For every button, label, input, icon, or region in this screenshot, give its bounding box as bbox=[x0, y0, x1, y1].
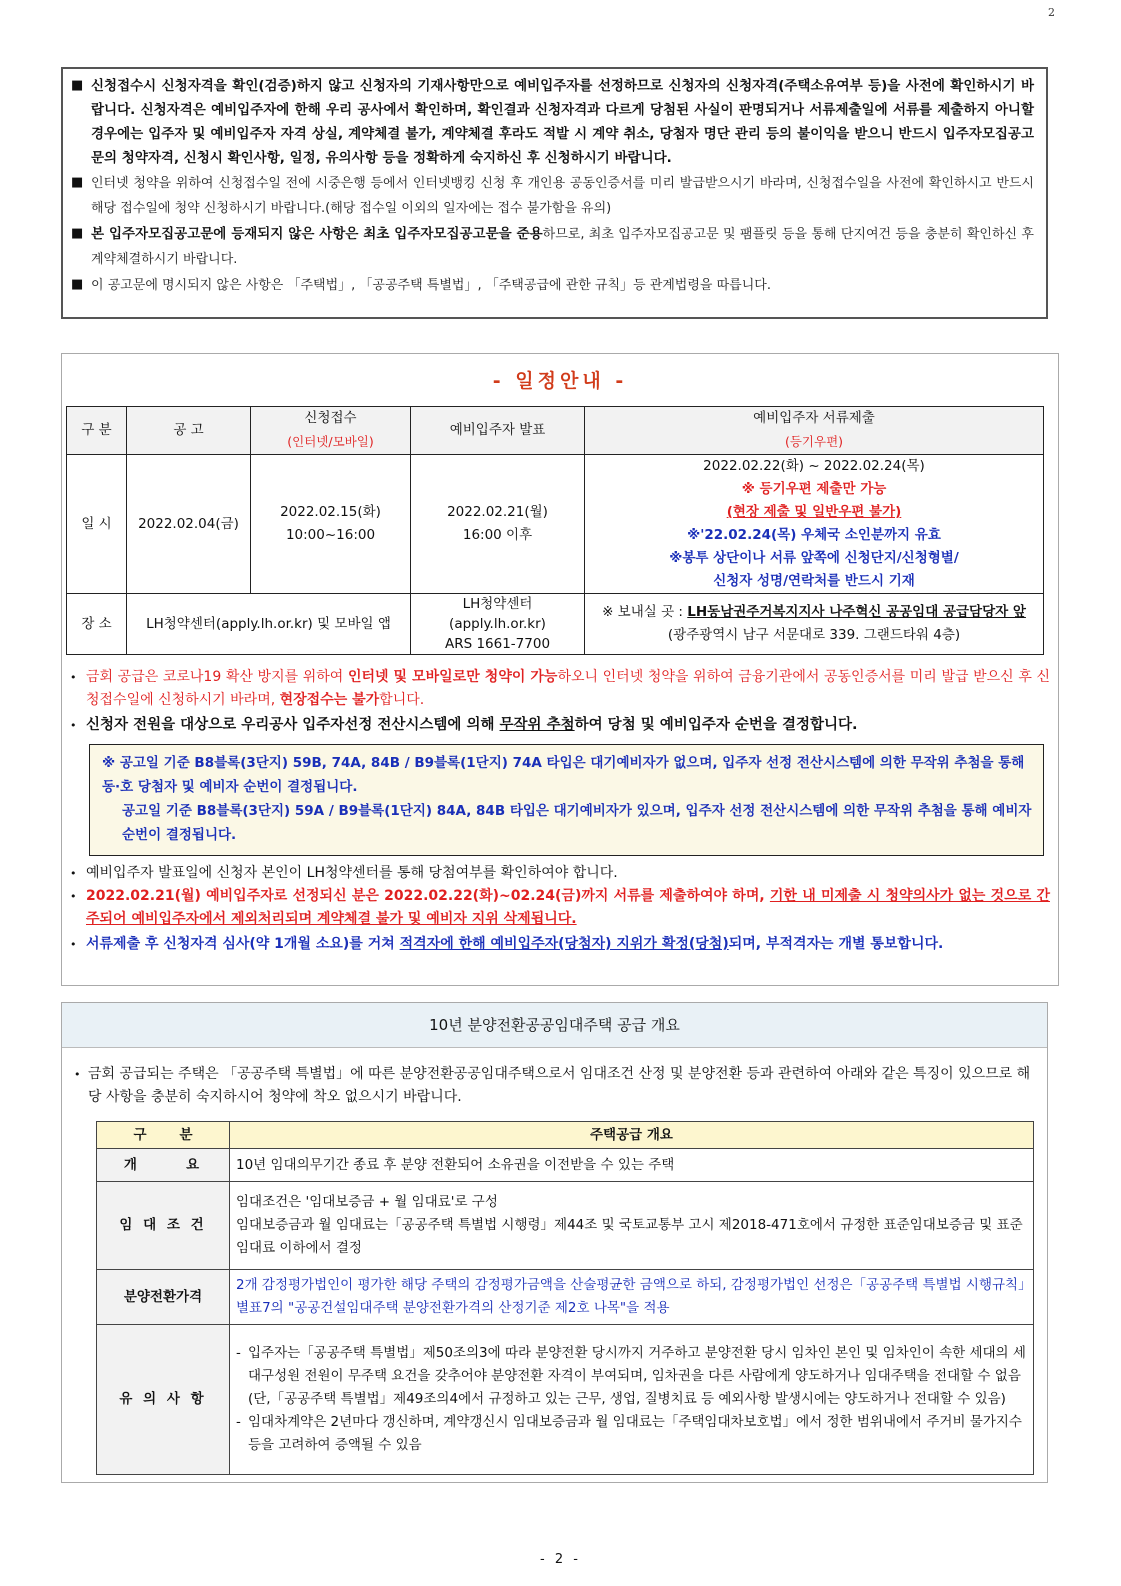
overview-row-line: 임대차계약은 2년마다 갱신하며, 계약갱신시 임대보증금과 월 임대료는「주택임대차보호법」에서 정한 범위내에서 주거비 물가지수 등을 고려하여 증액될 수 있음 bbox=[248, 1414, 1022, 1453]
text-run: 기한 내 미제출 시 청약의사가 없는 것으로 간주되어 예비입주자에서 제외처리되며 계약체결 불가 및 예비자 지위 삭제됩니다. bbox=[86, 888, 1050, 927]
square-bullet-icon: ■ bbox=[71, 78, 84, 93]
announce-place bbox=[411, 594, 585, 655]
dot-bullet-icon: • bbox=[70, 890, 77, 903]
docs-line: ※ 등기우편 제출만 가능 bbox=[741, 481, 887, 497]
schedule-table bbox=[66, 406, 1044, 655]
dot-bullet-icon: • bbox=[70, 719, 77, 732]
overview-row bbox=[97, 1270, 1034, 1325]
dot-bullet-icon: • bbox=[70, 867, 77, 880]
overview-row-text bbox=[230, 1182, 1034, 1270]
header-announce: 예비입주자 발표 bbox=[411, 407, 585, 455]
header-apply-label: 신청접수 bbox=[304, 410, 357, 426]
dot-bullet-icon: • bbox=[70, 671, 77, 684]
notice-text bbox=[91, 74, 1034, 170]
schedule-place-row bbox=[67, 594, 1044, 655]
announce-datetime bbox=[411, 455, 585, 594]
page-number-bottom: - 2 - bbox=[540, 1552, 581, 1567]
text-run: 하므로, 최초 입주자모집공고문 및 팸플릿 등을 통해 단지여건 등을 충분히 확인하신 후 계약체결하시기 바랍니다. bbox=[91, 227, 1034, 267]
note-text: 예비입주자 발표일에 신청자 본인이 LH청약센터를 통해 당첨여부를 확인하여야 합니다. bbox=[86, 865, 618, 881]
overview-row-line: 임대보증금과 월 임대료는「공공주택 특별법 시행령」제44조 및 국토교통부 고시 제2018-471호에서 규정한 표준임대보증금 및 표준임대료 이하에서 결정 bbox=[236, 1217, 1023, 1256]
docs-datetime bbox=[585, 455, 1044, 594]
overview-row-label: 유 의 사 항 bbox=[97, 1325, 230, 1475]
text-run: 합니다. bbox=[379, 692, 425, 708]
header-docs-sub: (등기우편) bbox=[784, 434, 844, 449]
text-run: 되며, 부적격자는 개별 통보합니다. bbox=[728, 936, 944, 952]
overview-row bbox=[97, 1325, 1034, 1475]
text-run: 인터넷 및 모바일로만 청약이 가능 bbox=[347, 669, 558, 685]
note-text bbox=[86, 885, 1050, 931]
row-label-date: 일 시 bbox=[67, 455, 127, 594]
note-item bbox=[70, 666, 1050, 712]
overview-section bbox=[61, 1002, 1048, 1483]
schedule-notes-top bbox=[70, 666, 1050, 737]
text-run: 신청자 전원을 대상으로 우리공사 입주자선정 전산시스템에 의해 bbox=[86, 717, 500, 733]
note-item bbox=[70, 933, 1050, 956]
docs-place-prefix: ※ 보내실 곳 : bbox=[602, 604, 688, 620]
docs-line: ※'22.02.24(목) 우체국 소인분까지 유효 bbox=[687, 527, 941, 543]
apply-datetime bbox=[251, 455, 411, 594]
header-docs bbox=[585, 407, 1044, 455]
note-item bbox=[70, 714, 1050, 737]
overview-row-text: 2개 감정평가법인이 평가한 해당 주택의 감정평가금액을 산술평균한 금액으로 하되, 감정평가법인 선정은「공공주택 특별법 시행규칙」별표7의 "공공건설임대주택 분양전환가격의 산정기준 제2호 나목"을 적용 bbox=[230, 1270, 1034, 1325]
docs-place-addr2: (광주광역시 남구 서문대로 339. 그랜드타워 4층) bbox=[667, 627, 961, 643]
text-run: 무작위 추첨 bbox=[499, 717, 575, 733]
notice-item bbox=[71, 74, 1034, 170]
overview-row bbox=[97, 1149, 1034, 1182]
announce-place-line: LH청약센터 bbox=[462, 596, 533, 612]
gonggo-date: 2022.02.04(금) bbox=[127, 455, 251, 594]
text-run: 적격자에 한해 예비입주자(당첨자) 지위가 확정(당첨) bbox=[399, 936, 729, 952]
overview-header-row bbox=[97, 1122, 1034, 1149]
notice-box bbox=[61, 67, 1048, 319]
docs-line: (현장 제출 및 일반우편 불가) bbox=[726, 504, 902, 520]
dot-bullet-icon: • bbox=[74, 1068, 81, 1081]
schedule-header-row bbox=[67, 407, 1044, 455]
lottery-info-line1: ※ 공고일 기준 B8블록(3단지) 59B, 74A, 84B / B9블록(1단지) 74A 타입은 대기예비자가 없으며, 입주자 선정 전산시스템에 의한 무작위 추첨을 통해 동·호 당첨자 및 예비자 순번이 결정됩니다. bbox=[102, 755, 1025, 795]
notice-text bbox=[91, 222, 1034, 272]
notice-text bbox=[91, 171, 1034, 221]
text-run: 하여 당첨 및 예비입주자 순번을 결정합니다. bbox=[574, 717, 858, 733]
text-run: 인터넷 청약을 위하여 신청접수일 전에 시중은행 등에서 인터넷뱅킹 신청 후 개인용 공동인증서를 미리 발급받으시기 바라며, 신청접수일을 사전에 확인하시고 반드시 해당 접수일에 청약 신청하시기 바랍니다.(해당 접수일 이외의 일자에는 접수 불가함을 유의) bbox=[91, 176, 1034, 216]
lottery-info-line2: 공고일 기준 B8블록(3단지) 59A / B9블록(1단지) 84A, 84B 타입은 대기예비자가 있으며, 입주자 선정 전산시스템에 의한 무작위 추첨을 통해 예비자 순번이 결정됩니다. bbox=[122, 803, 1032, 843]
header-gonggo: 공 고 bbox=[127, 407, 251, 455]
announce-place-line: ARS 1661-7700 bbox=[444, 636, 551, 652]
apply-date: 2022.02.15(화) bbox=[280, 504, 381, 520]
text-run: 서류제출 후 신청자격 심사(약 1개월 소요)를 거쳐 bbox=[86, 936, 400, 952]
docs-place-addr: LH동남권주거복지지사 나주혁신 공공임대 공급담당자 앞 bbox=[687, 604, 1026, 620]
announce-date: 2022.02.21(월) bbox=[447, 504, 548, 520]
schedule-notes-bottom bbox=[70, 862, 1050, 956]
overview-header-gubun: 구 분 bbox=[97, 1122, 230, 1149]
announce-time: 16:00 이후 bbox=[462, 527, 533, 543]
note-text bbox=[86, 666, 1050, 712]
docs-line: ※봉투 상단이나 서류 앞쪽에 신청단지/신청형별/ bbox=[669, 550, 959, 566]
overview-dash-item bbox=[236, 1411, 1027, 1457]
header-docs-label: 예비입주자 서류제출 bbox=[753, 410, 875, 426]
announce-place-line: (apply.lh.or.kr) bbox=[449, 616, 546, 632]
text-run: 본 입주자모집공고문에 등재되지 않은 사항은 최초 입주자모집공고문을 준용 bbox=[91, 226, 543, 242]
overview-row-label: 임 대 조 건 bbox=[97, 1182, 230, 1270]
docs-place bbox=[585, 594, 1044, 655]
text-run: 이 공고문에 명시되지 않은 사항은 「주택법」, 「공공주택 특별법」, 「주택공급에 관한 규칙」등 관계법령을 따릅니다. bbox=[91, 278, 771, 293]
text-run: 신청접수시 신청자격을 확인(검증)하지 않고 신청자의 기재사항만으로 예비입주자를 선정하므로 신청자의 신청자격(주택소유여부 등)을 사전에 확인하시기 바랍니다. 신청자격은 예비입주자에 한해 우리 공사에서 확인하며, 확인결과 신청자격과 다르게 당첨된 사실이 판명되거나 서류제출일에 서류를 제출하지 아니할 경우에는 입주자 및 예비입주자 자격 상실, 계약체결 불가, 계약체결 후라도 적발 시 계약 취소, 당첨자 명단 관리 등의 불이익을 받으니 반드시 입주자모집공고문의 청약자격, 신청시 확인사항, 일정, 유의사항 등을 정확하게 숙지하신 후 신청하시기 바랍니다. bbox=[91, 78, 1034, 166]
overview-intro-text: 금회 공급되는 주택은 「공공주택 특별법」에 따른 분양전환공공임대주택으로서 임대조건 산정 및 분양전환 등과 관련하여 아래와 같은 특징이 있으므로 해당 사항을 충분히 숙지하시어 청약에 착오 없으시기 바랍니다. bbox=[88, 1066, 1031, 1105]
notice-item bbox=[71, 222, 1034, 272]
schedule-section bbox=[61, 353, 1059, 986]
header-apply-sub: (인터넷/모바일) bbox=[287, 434, 374, 449]
docs-line: 2022.02.22(화) ~ 2022.02.24(목) bbox=[703, 458, 925, 474]
overview-row-line: 임대조건은 '임대보증금 + 월 임대료'로 구성 bbox=[236, 1194, 498, 1210]
overview-row-text bbox=[230, 1325, 1034, 1475]
schedule-title: - 일정안내 - bbox=[492, 370, 628, 392]
square-bullet-icon: ■ bbox=[71, 226, 84, 241]
dot-bullet-icon: • bbox=[70, 938, 77, 951]
dash-bullet-icon: - bbox=[236, 1414, 241, 1430]
notice-item bbox=[71, 171, 1034, 221]
apply-place: LH청약센터(apply.lh.or.kr) 및 모바일 앱 bbox=[127, 594, 411, 655]
text-run: 금회 공급은 코로나19 확산 방지를 위하여 bbox=[86, 669, 348, 685]
overview-table bbox=[96, 1121, 1034, 1475]
apply-time: 10:00~16:00 bbox=[285, 527, 376, 543]
overview-row-line: 입주자는「공공주택 특별법」제50조의3에 따라 분양전환 당시까지 거주하고 분양전환 당시 임차인 본인 및 임차인이 속한 세대의 세대구성원 전원이 무주택 요건을 갖추어야 분양전환 자격이 부여되며, 임차권을 다른 사람에게 양도하거나 임대주택을 전대할 수 없음(단,「공공주택 특별법」제49조의4에서 규정하고 있는 근무, 생업, 질병치료 등 예외사항 발생시에는 양도하거나 전대할 수 있음) bbox=[248, 1345, 1026, 1407]
note-item bbox=[70, 862, 1050, 885]
row-label-place: 장 소 bbox=[67, 594, 127, 655]
square-bullet-icon: ■ bbox=[71, 277, 84, 292]
overview-dash-item bbox=[236, 1342, 1027, 1411]
overview-row-label: 분양전환가격 bbox=[97, 1270, 230, 1325]
dash-bullet-icon: - bbox=[236, 1345, 241, 1361]
overview-header-content: 주택공급 개요 bbox=[230, 1122, 1034, 1149]
lottery-info-box bbox=[89, 744, 1044, 856]
text-run: 2022.02.21(월) 예비입주자로 선정되신 분은 2022.02.22(화)~02.24(금)까지 서류를 제출하여야 하며, bbox=[86, 888, 770, 904]
overview-row-label: 개 요 bbox=[97, 1149, 230, 1182]
page-number-top: 2 bbox=[1048, 6, 1055, 19]
header-gubun: 구 분 bbox=[67, 407, 127, 455]
overview-intro bbox=[74, 1063, 1034, 1109]
note-item bbox=[70, 885, 1050, 931]
notice-text bbox=[91, 273, 1034, 298]
header-apply bbox=[251, 407, 411, 455]
square-bullet-icon: ■ bbox=[71, 175, 84, 190]
overview-title: 10년 분양전환공공임대주택 공급 개요 bbox=[62, 1003, 1047, 1048]
overview-row-text: 10년 임대의무기간 종료 후 분양 전환되어 소유권을 이전받을 수 있는 주택 bbox=[230, 1149, 1034, 1182]
notice-item bbox=[71, 273, 1034, 298]
note-text bbox=[86, 714, 1050, 737]
docs-line: 신청자 성명/연락처를 반드시 기재 bbox=[713, 573, 915, 589]
text-run: 하오니 인터넷 청약을 위하여 금융기관에서 공동인증서를 미리 발급 받으신 후 신청접수일에 신청하시기 바라며, bbox=[86, 669, 1050, 708]
text-run: 현장접수는 불가 bbox=[279, 692, 380, 708]
overview-row bbox=[97, 1182, 1034, 1270]
note-text bbox=[86, 933, 1050, 956]
schedule-date-row bbox=[67, 455, 1044, 594]
